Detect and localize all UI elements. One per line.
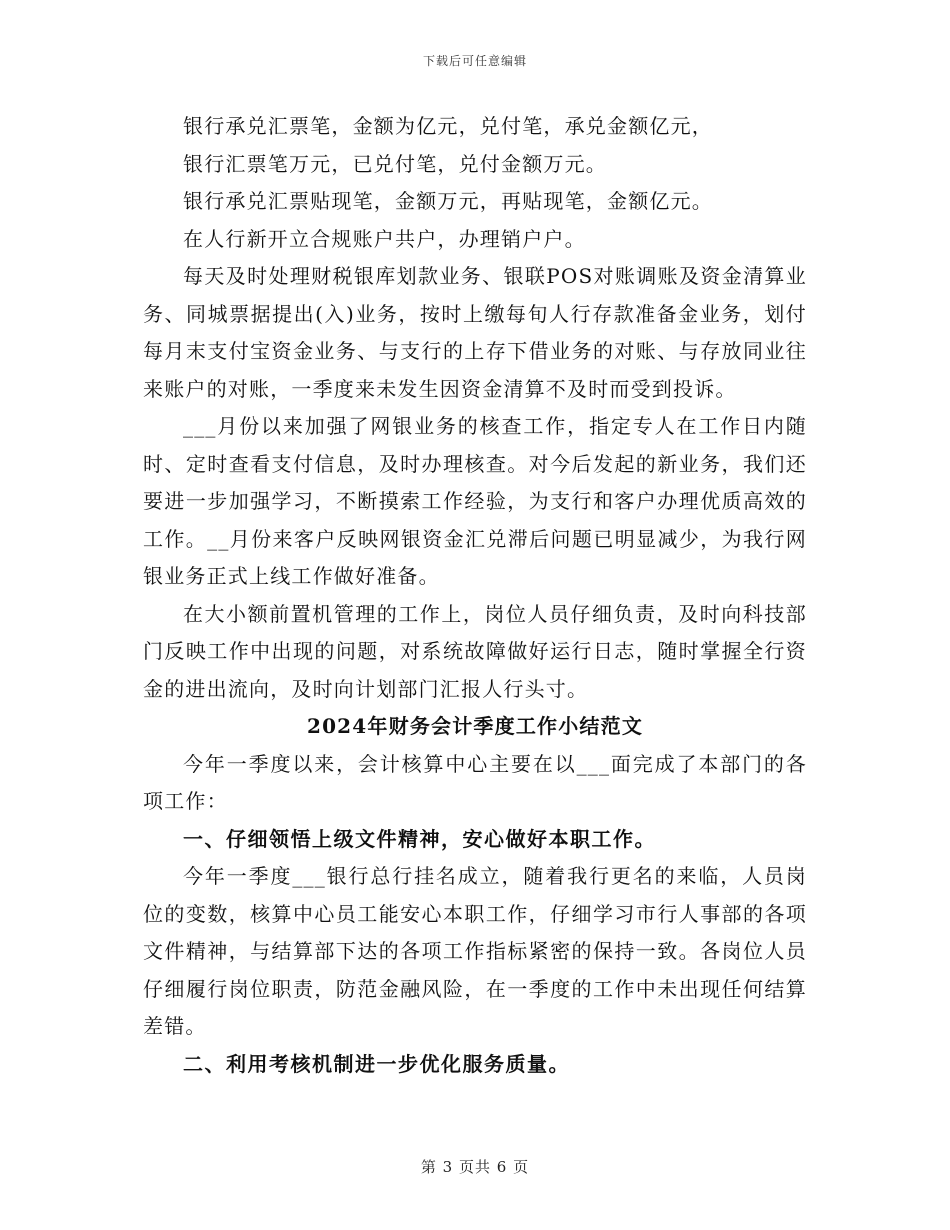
- paragraph-acceptance-bills: 银行承兑汇票笔，金额为亿元，兑付笔，承兑金额亿元，: [183, 114, 713, 138]
- paragraph-intro: 今年一季度以来，会计核算中心主要在以___面完成了本部门的各项工作：: [143, 751, 807, 813]
- paragraph-discounting: 银行承兑汇票贴现笔，金额万元，再贴现笔，金额亿元。: [183, 189, 713, 213]
- paragraph-daily-processing: 每天及时处理财税银库划款业务、银联POS对账调账及资金清算业务、同城票据提出(入)业务，按时上缴每旬人行存款准备金业务，划付每月末支付宝资金业务、与支行的上存下借业务的对账、与存放同业往来账户的对账，一季度来未发生因资金清算不及时而受到投诉。: [143, 264, 807, 401]
- paragraph-front-end-machine: 在大小额前置机管理的工作上，岗位人员仔细负责，及时向科技部门反映工作中出现的问题，对系统故障做好运行日志，随时掌握全行资金的进出流向，及时向计划部门汇报人行头寸。: [143, 601, 807, 701]
- paragraph-section-one: 今年一季度___银行总行挂名成立，随着我行更名的来临，人员岗位的变数，核算中心员工能安心本职工作，仔细学习市行人事部的各项文件精神，与结算部下达的各项工作指标紧密的保持一致。各岗位人员仔细履行岗位职责，防范金融风险，在一季度的工作中未出现任何结算差错。: [143, 864, 807, 1038]
- heading-two: 二、利用考核机制进一步优化服务质量。: [183, 1051, 570, 1076]
- page-header: 下载后可任意编辑: [422, 54, 527, 68]
- heading-one: 一、仔细领悟上级文件精神，安心做好本职工作。: [183, 826, 656, 851]
- section-title: 2024年财务会计季度工作小结范文: [306, 714, 644, 738]
- paragraph-bank-drafts: 银行汇票笔万元，已兑付笔，兑付金额万元。: [183, 151, 607, 176]
- page-footer: 第 3 页共 6 页: [420, 1158, 530, 1176]
- paragraph-online-banking: ___月份以来加强了网银业务的核查工作，指定专人在工作日内随时、定时查看支付信息，及时办理核查。对今后发起的新业务，我们还要进一步加强学习，不断摸索工作经验，为支行和客户办理优质高效的工作。__月份来客户反映网银资金汇兑滞后问题已明显减少，为我行网银业务正式上线工作做好准备。: [143, 414, 807, 588]
- document-body: [143, 108, 807, 1083]
- paragraph-accounts: 在人行新开立合规账户共户，办理销户户。: [183, 226, 586, 251]
